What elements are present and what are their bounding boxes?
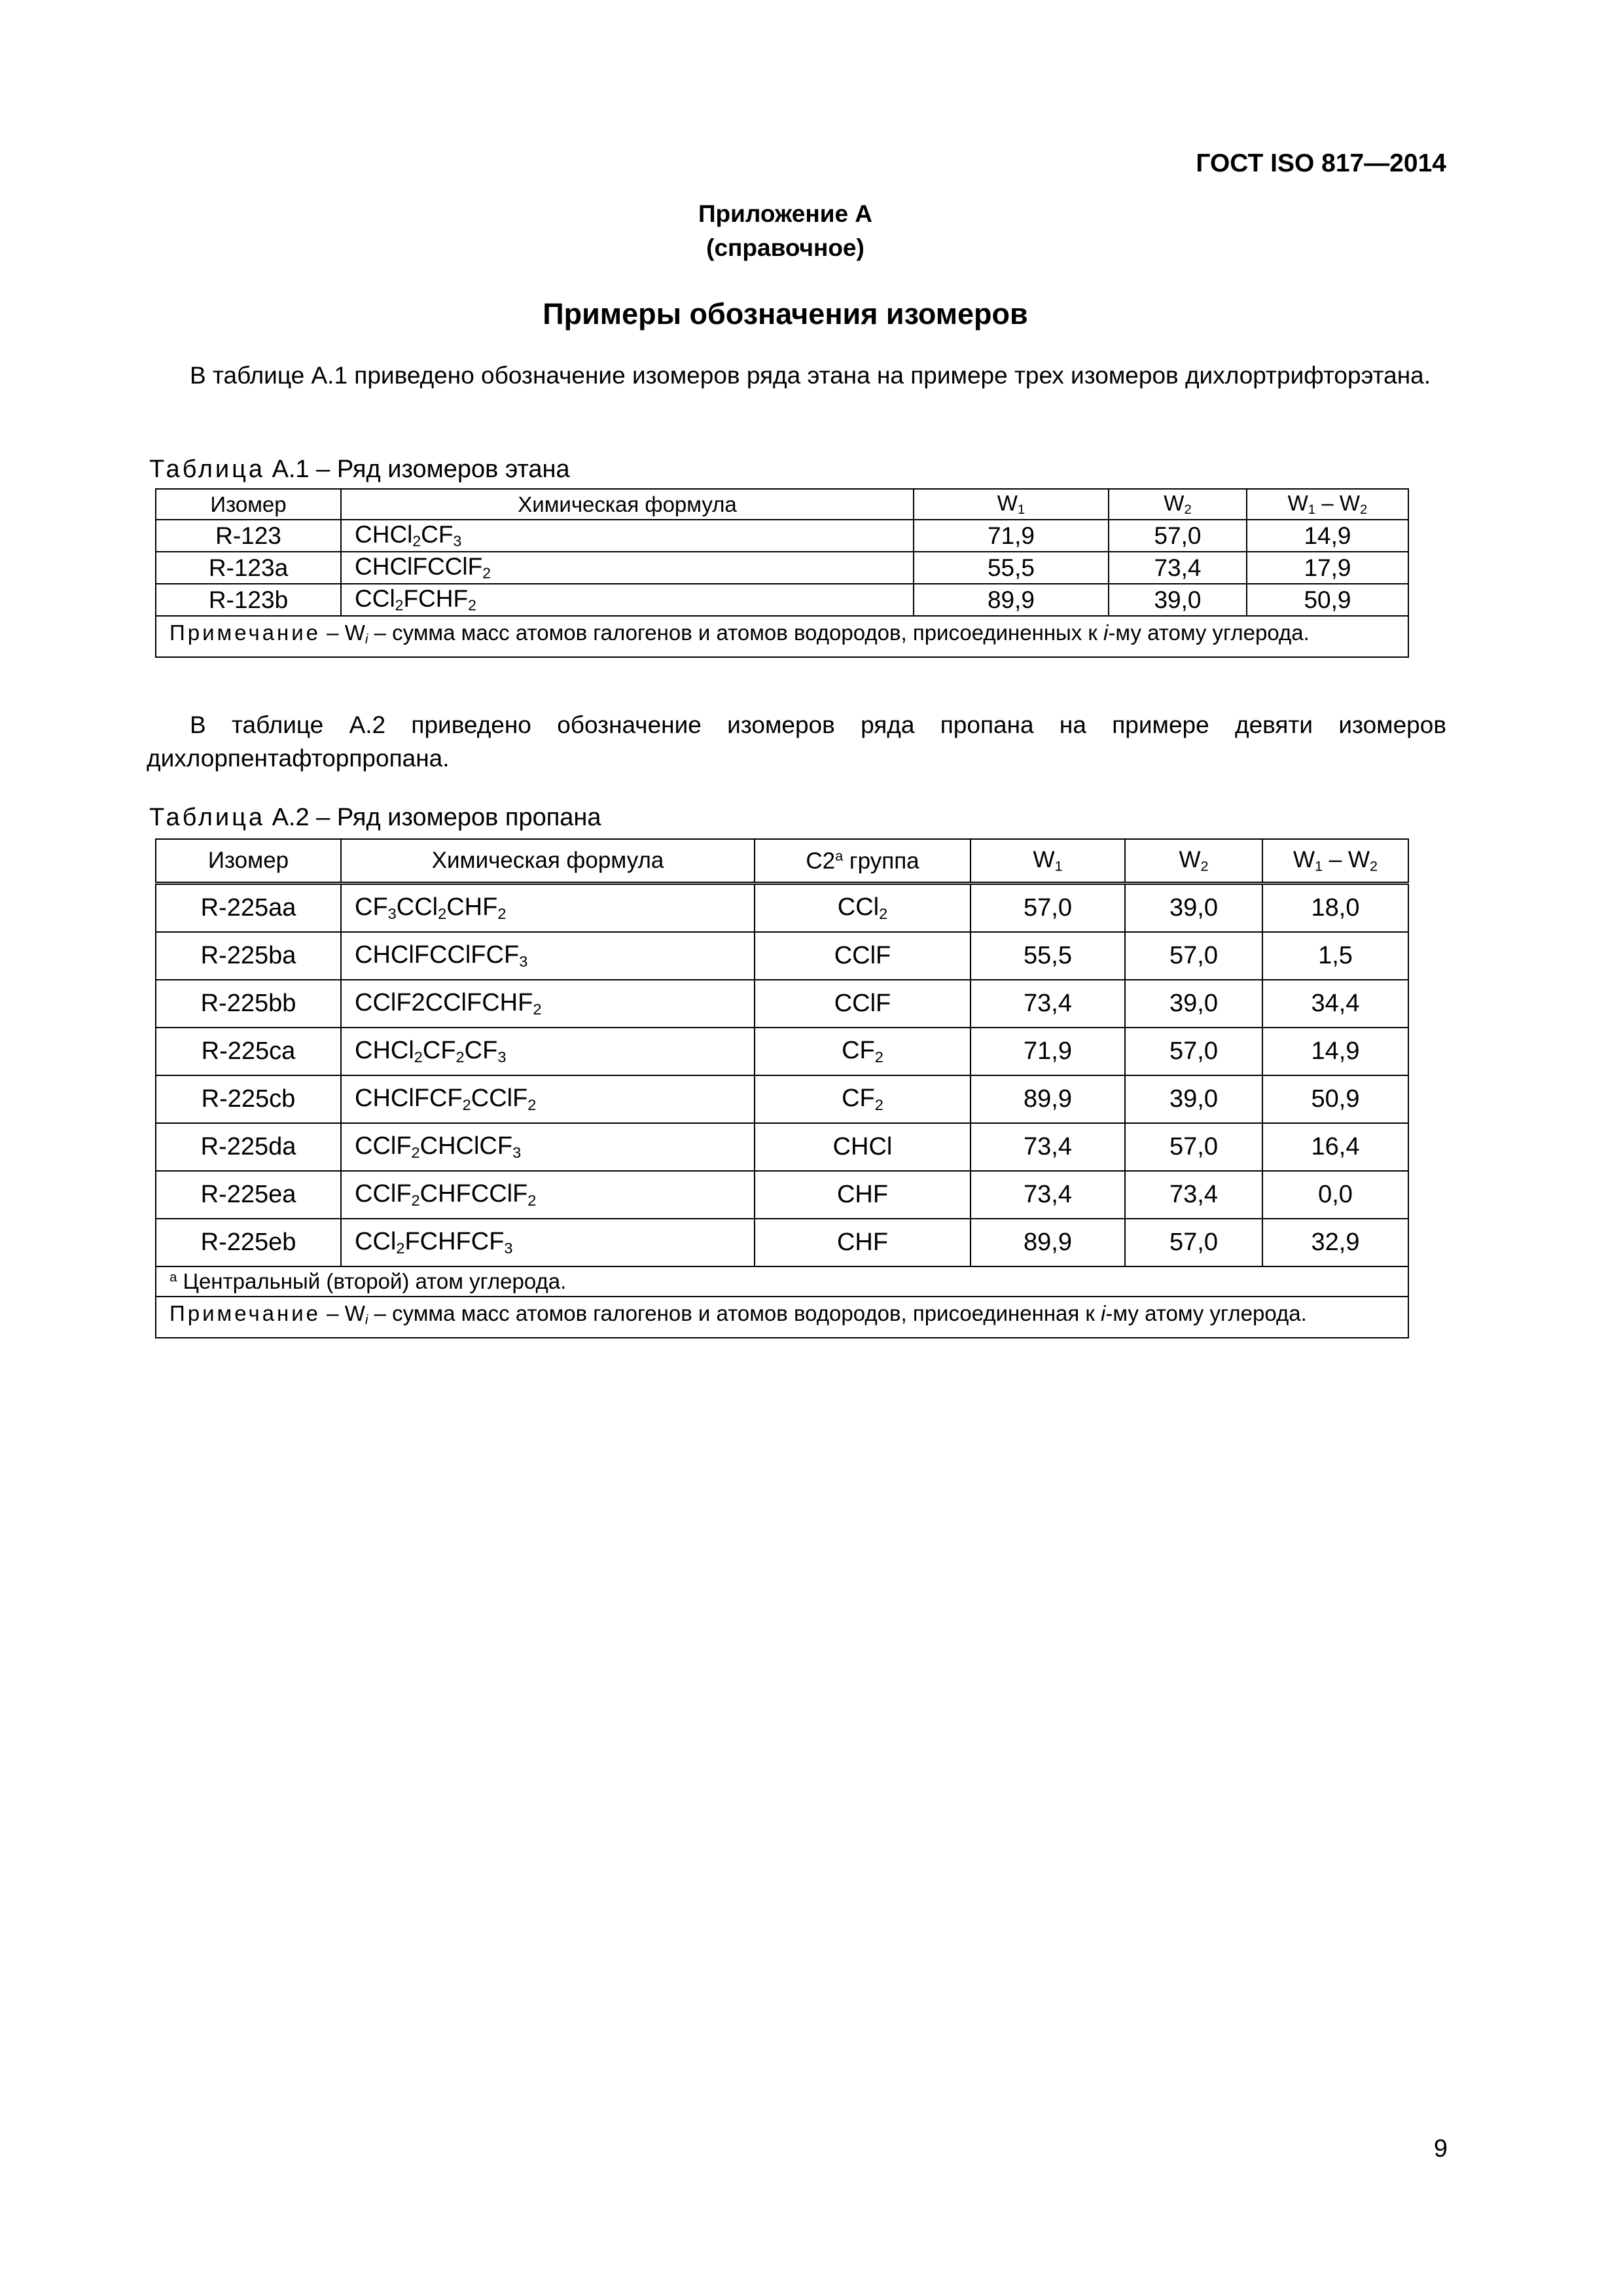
caption-word: Таблица <box>149 456 265 483</box>
cell-c2-group: $CF_2$ <box>755 1075 971 1123</box>
cell-isomer: R-225aa <box>156 884 341 933</box>
cell-c2-group: $CF_2$ <box>755 1028 971 1075</box>
cell-w1-minus-w2: 14,9 <box>1262 1028 1408 1075</box>
cell-formula: $CHCl_2CF_3$ <box>341 520 914 552</box>
table-row <box>156 1075 1408 1123</box>
table-row <box>156 1123 1408 1171</box>
cell-w2: 39,0 <box>1109 584 1247 616</box>
header-formula: Химическая формула <box>341 489 914 520</box>
cell-formula: $CHCl_2CF_2CF_3$ <box>341 1028 755 1075</box>
cell-isomer: R-225da <box>156 1123 341 1171</box>
table-footnote-row <box>156 1266 1408 1297</box>
table-header-row <box>156 839 1408 884</box>
cell-w2: 39,0 <box>1125 1075 1262 1123</box>
cell-w1-minus-w2: 50,9 <box>1247 584 1408 616</box>
cell-isomer: R-123a <box>156 552 341 584</box>
cell-w1: 89,9 <box>971 1219 1125 1266</box>
cell-c2-group: CClF <box>755 932 971 980</box>
table-row <box>156 520 1408 552</box>
cell-w2: 39,0 <box>1125 884 1262 933</box>
cell-c2-group: CClF <box>755 980 971 1028</box>
table-note: Примечание – $W_i$ – сумма масс атомов галогенов и атомов водородов, присоединенных к i-му атому углерода. <box>156 616 1408 657</box>
page-number: 9 <box>1433 2135 1448 2162</box>
paragraph-table-a2-intro: В таблице А.2 приведено обозначение изомеров ряда пропана на примере девяти изомеров дихлорпентафторпропана. <box>147 711 1446 772</box>
standard-designation: ГОСТ ISO 817—2014 <box>1196 149 1446 177</box>
caption-text: А.2 – Ряд изомеров пропана <box>272 804 601 831</box>
cell-w1-minus-w2: 32,9 <box>1262 1219 1408 1266</box>
cell-formula: CHClFCF$_2$CClF$_2$ <box>341 1075 755 1123</box>
header-w1: $W_1$ <box>971 839 1125 884</box>
cell-c2-group: CHCl <box>755 1123 971 1171</box>
cell-formula: CClF$_2$CHClCF$_3$ <box>341 1123 755 1171</box>
cell-w2: 57,0 <box>1109 520 1247 552</box>
cell-formula: CHClFCClF$_2$ <box>341 552 914 584</box>
cell-w1: 55,5 <box>971 932 1125 980</box>
table-row <box>156 932 1408 980</box>
cell-w2: 57,0 <box>1125 1123 1262 1171</box>
table-a1 <box>155 488 1409 658</box>
cell-isomer: R-123 <box>156 520 341 552</box>
cell-w2: 73,4 <box>1125 1171 1262 1219</box>
cell-w1: 57,0 <box>971 884 1125 933</box>
annex-label: Приложение А <box>698 200 873 227</box>
annex-type: (справочное) <box>706 234 865 261</box>
cell-w2: 57,0 <box>1125 1219 1262 1266</box>
cell-w1-minus-w2: 14,9 <box>1247 520 1408 552</box>
header-isomer: Изомер <box>156 839 341 884</box>
cell-isomer: R-225cb <box>156 1075 341 1123</box>
cell-w1: 89,9 <box>914 584 1109 616</box>
annex-title: Примеры обозначения изомеров <box>543 297 1028 331</box>
cell-w1-minus-w2: 0,0 <box>1262 1171 1408 1219</box>
table-row <box>156 584 1408 616</box>
table-footnote: $^а$ Центральный (второй) атом углерода. <box>156 1266 1408 1297</box>
cell-w1-minus-w2: 1,5 <box>1262 932 1408 980</box>
cell-w1: 71,9 <box>914 520 1109 552</box>
cell-formula: CHClFCClFCF$_3$ <box>341 932 755 980</box>
cell-c2-group: CHF <box>755 1171 971 1219</box>
paragraph-table-a1-intro: В таблице А.1 приведено обозначение изомеров ряда этана на примере трех изомеров дихлортрифторэтана. <box>190 362 1431 389</box>
cell-formula: $CCl_2FCHFCF_3$ <box>341 1219 755 1266</box>
table-a2 <box>155 838 1409 1338</box>
cell-w1: 71,9 <box>971 1028 1125 1075</box>
cell-w1-minus-w2: 18,0 <box>1262 884 1408 933</box>
header-w1: $W_1$ <box>914 489 1109 520</box>
header-isomer: Изомер <box>156 489 341 520</box>
cell-w1: 73,4 <box>971 1123 1125 1171</box>
table-note: Примечание – $W_i$ – сумма масс атомов галогенов и атомов водородов, присоединенная к i-му атому углерода. <box>156 1297 1408 1338</box>
header-w2: $W_2$ <box>1109 489 1247 520</box>
table-note-row <box>156 1297 1408 1338</box>
cell-formula: $CCl_2FCHF_2$ <box>341 584 914 616</box>
table-row <box>156 980 1408 1028</box>
table-row <box>156 884 1408 933</box>
header-w1-minus-w2: $W_1 - W_2$ <box>1247 489 1408 520</box>
cell-c2-group: CCl$_2$ <box>755 884 971 933</box>
cell-w1-minus-w2: 50,9 <box>1262 1075 1408 1123</box>
cell-isomer: R-123b <box>156 584 341 616</box>
cell-w1: 73,4 <box>971 980 1125 1028</box>
header-formula: Химическая формула <box>341 839 755 884</box>
header-w2: $W_2$ <box>1125 839 1262 884</box>
table-row <box>156 552 1408 584</box>
header-c2-group: C2$^a$ группа <box>755 839 971 884</box>
caption-word: Таблица <box>149 804 265 831</box>
caption-text: А.1 – Ряд изомеров этана <box>272 456 570 483</box>
cell-formula: CClF$_2$CHFCClF$_2$ <box>341 1171 755 1219</box>
cell-isomer: R-225bb <box>156 980 341 1028</box>
header-w1-minus-w2: $W_1 - W_2$ <box>1262 839 1408 884</box>
cell-w2: 57,0 <box>1125 1028 1262 1075</box>
table-a2-caption <box>149 804 601 832</box>
table-row <box>156 1171 1408 1219</box>
cell-w1: 73,4 <box>971 1171 1125 1219</box>
cell-c2-group: CHF <box>755 1219 971 1266</box>
cell-w1: 55,5 <box>914 552 1109 584</box>
cell-w1-minus-w2: 16,4 <box>1262 1123 1408 1171</box>
cell-w1-minus-w2: 17,9 <box>1247 552 1408 584</box>
cell-w2: 73,4 <box>1109 552 1247 584</box>
table-row <box>156 1219 1408 1266</box>
cell-isomer: R-225ba <box>156 932 341 980</box>
cell-isomer: R-225ca <box>156 1028 341 1075</box>
cell-isomer: R-225ea <box>156 1171 341 1219</box>
cell-w1-minus-w2: 34,4 <box>1262 980 1408 1028</box>
cell-formula: $CF_3CCl_2CHF_2$ <box>341 884 755 933</box>
cell-formula: CClF2CClFCHF$_2$ <box>341 980 755 1028</box>
table-note-row <box>156 616 1408 657</box>
table-a1-caption <box>149 456 570 484</box>
table-row <box>156 1028 1408 1075</box>
cell-w2: 39,0 <box>1125 980 1262 1028</box>
cell-w1: 89,9 <box>971 1075 1125 1123</box>
cell-w2: 57,0 <box>1125 932 1262 980</box>
cell-isomer: R-225eb <box>156 1219 341 1266</box>
table-header-row <box>156 489 1408 520</box>
